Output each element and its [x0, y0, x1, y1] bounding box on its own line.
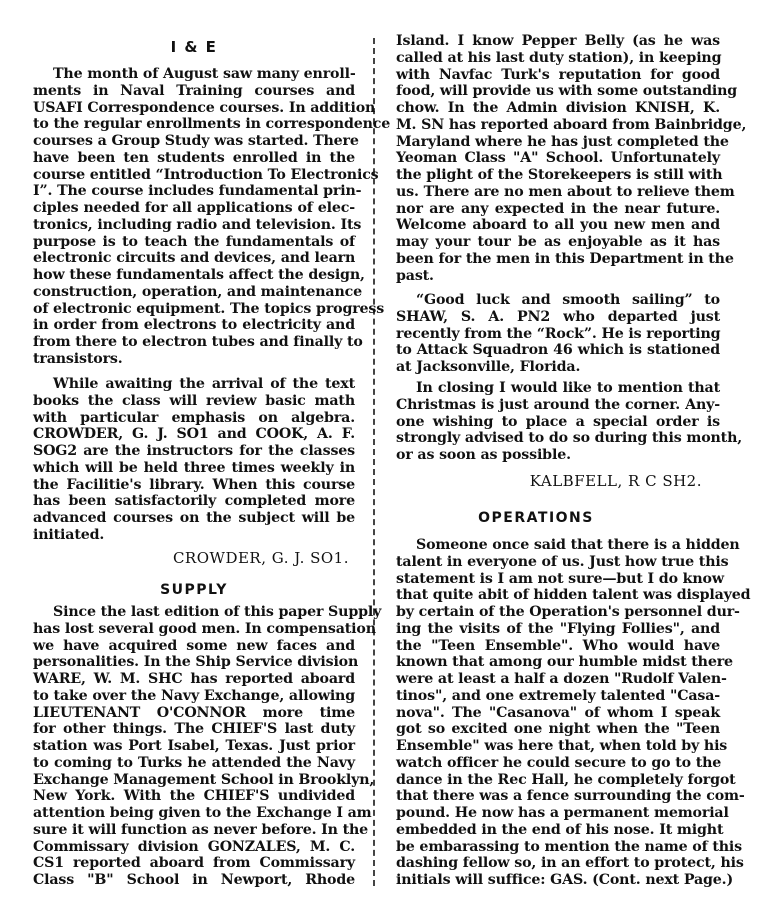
ie-heading: I & E — [170, 38, 218, 56]
text-line: M. SN has reported aboard from Bainbridge, — [396, 116, 747, 133]
text-line: the plight of the Storekeepers is still with — [396, 167, 723, 183]
text-line: LIEUTENANT O'CONNOR more time — [33, 704, 355, 721]
text-line: in order from electrons to electricity and — [33, 317, 355, 334]
text-line: the Facilitie's library. When this course — [33, 476, 355, 493]
text-line: watch officer he could secure to go to the — [396, 754, 722, 771]
text-line: WARE, W. M. SHC has reported aboard — [33, 671, 355, 687]
text-line: talent in everyone of us. Just how true this — [396, 553, 729, 570]
text-line: attention being given to the Exchange I am — [33, 805, 372, 821]
text-line: “Good luck and smooth sailing” to — [416, 292, 720, 308]
text-line: for other things. The CHIEF'S last duty — [33, 721, 355, 738]
text-line: been for the men in this Department in the — [396, 250, 734, 267]
text-line: nova". The "Casanova" of whom I speak — [396, 704, 720, 721]
supply-heading: SUPPLY — [160, 582, 228, 598]
supply-signature: KALBFELL, R C SH2. — [529, 472, 702, 490]
text-line: ing the visits of the "Flying Follies", and — [396, 620, 720, 637]
text-line: CROWDER, G. J. SO1 and COOK, A. F. — [33, 426, 355, 443]
text-line: were at least a half a dozen "Rudolf Valen- — [396, 671, 727, 687]
text-line: Christmas is just around the corner. Any- — [396, 396, 720, 413]
text-line: nor are any expected in the near future. — [396, 200, 720, 217]
text-line: which will be held three times weekly in — [33, 459, 355, 476]
text-line: with Navfac Turk's reputation for good — [396, 66, 720, 83]
text-line: we have acquired some new faces and — [33, 637, 355, 654]
text-line: pound. He now has a permanent memorial — [396, 805, 729, 821]
text-line: how these fundamentals affect the design, — [33, 267, 365, 283]
text-line: station was Port Isabel, Texas. Just prior — [33, 738, 355, 754]
text-line: from there to electron tubes and finally to — [33, 334, 363, 350]
text-line: be embarassing to mention the name of this — [396, 838, 742, 855]
text-line: personalities. In the Ship Service division — [33, 654, 359, 671]
text-line: may your tour be as enjoyable as it has — [396, 234, 720, 250]
text-line: Commissary division GONZALES, M. C. — [33, 838, 355, 855]
text-line: has been satisfactorily completed more — [33, 493, 355, 510]
text-line: USAFI Correspondence courses. In addition — [33, 99, 376, 116]
text-line: Yeoman Class "A" School. Unfortunately — [396, 150, 720, 167]
text-line: at Jacksonville, Florida. — [396, 359, 581, 375]
text-line: with particular emphasis on algebra. — [33, 409, 355, 426]
text-line: CS1 reported aboard from Commissary — [33, 855, 355, 872]
text-line: Maryland where he has just completed the — [396, 133, 729, 150]
text-line: has lost several good men. In compensation — [33, 620, 376, 637]
text-line: dance in the Rec Hall, he completely forgot — [396, 771, 736, 788]
text-line: recently from the “Rock”. He is reporting — [396, 325, 721, 342]
text-line: one wishing to place a special order is — [396, 413, 720, 430]
text-line: Welcome aboard to all you new men and — [396, 217, 720, 234]
text-line: Someone once said that there is a hidden — [416, 537, 740, 553]
text-line: ciples needed for all applications of elec- — [33, 200, 355, 216]
text-line: chow. In the Admin division KNISH, K. — [396, 100, 720, 116]
text-line: called at his last duty station), in keeping — [396, 49, 722, 66]
text-line: that quite abit of hidden talent was displayed — [396, 587, 751, 604]
text-line: advanced courses on the subject will be — [33, 510, 355, 526]
text-line: Island. I know Pepper Belly (as he was — [396, 33, 720, 49]
text-line: Class "B" School in Newport, Rhode — [33, 872, 355, 888]
text-line: embedded in the end of his nose. It might — [396, 821, 724, 838]
text-line: the "Teen Ensemble". Who would have — [396, 637, 720, 654]
text-line: to take over the Navy Exchange, allowing — [33, 687, 355, 704]
text-line: The month of August saw many enroll- — [53, 66, 356, 82]
text-line: to coming to Turks he attended the Navy — [33, 754, 355, 771]
text-line: initials will suffice: GAS. (Cont. next Page.) — [396, 872, 734, 888]
text-line: Ensemble" was here that, when told by his — [396, 738, 728, 754]
text-line: electronic circuits and devices, and learn — [33, 250, 356, 267]
text-line: tinos", and one extremely talented "Casa- — [396, 687, 720, 704]
text-line: dashing fellow so, in an effort to protect, his — [396, 855, 744, 872]
text-line: Exchange Management School in Brooklyn, — [33, 771, 375, 788]
text-line: courses a Group Study was started. There — [33, 133, 359, 149]
text-line: that there was a fence surrounding the com- — [396, 788, 745, 805]
text-line: books the class will review basic math — [33, 392, 355, 409]
text-line: strongly advised to do so during this month, — [396, 430, 743, 447]
text-line: or as soon as possible. — [396, 447, 571, 463]
operations-heading: OPERATIONS — [478, 510, 594, 526]
text-line: of electronic equipment. The topics progress — [33, 300, 385, 317]
text-line: to Attack Squadron 46 which is stationed — [396, 342, 720, 359]
text-line: construction, operation, and maintenance — [33, 283, 363, 300]
text-line: to the regular enrollments in correspondence — [33, 116, 391, 133]
text-line: New York. With the CHIEF'S undivided — [33, 788, 355, 805]
text-line: SHAW, S. A. PN2 who departed just — [396, 308, 720, 325]
column-divider — [373, 38, 375, 886]
ie-signature: CROWDER, G. J. SO1. — [172, 549, 349, 567]
text-line: In closing I would like to mention that — [416, 380, 720, 396]
text-line: I”. The course includes fundamental prin- — [33, 183, 362, 200]
text-line: purpose is to teach the fundamentals of — [33, 233, 355, 250]
text-line: ments in Naval Training courses and — [33, 82, 355, 99]
text-line: food, will provide us with some outstanding — [396, 83, 738, 100]
text-line: us. There are no men about to relieve them — [396, 183, 735, 200]
text-line: course entitled “Introduction To Electronics — [33, 166, 379, 183]
text-line: sure it will function as never before. In the — [33, 821, 369, 838]
text-line: statement is I am not sure—but I do know — [396, 570, 724, 587]
text-line: SOG2 are the instructors for the classes — [33, 443, 355, 459]
text-line: got so excited one night when the "Teen — [396, 721, 720, 738]
text-line: transistors. — [33, 350, 123, 367]
text-line: While awaiting the arrival of the text — [53, 376, 355, 392]
text-line: known that among our humble midst there — [396, 654, 733, 671]
text-line: by certain of the Operation's personnel dur- — [396, 604, 740, 620]
text-line: tronics, including radio and television. Its — [33, 216, 362, 233]
text-line: initiated. — [33, 526, 105, 543]
text-line: have been ten students enrolled in the — [33, 149, 355, 166]
text-line: past. — [396, 267, 434, 284]
text-line: Since the last edition of this paper Supply — [53, 604, 382, 620]
